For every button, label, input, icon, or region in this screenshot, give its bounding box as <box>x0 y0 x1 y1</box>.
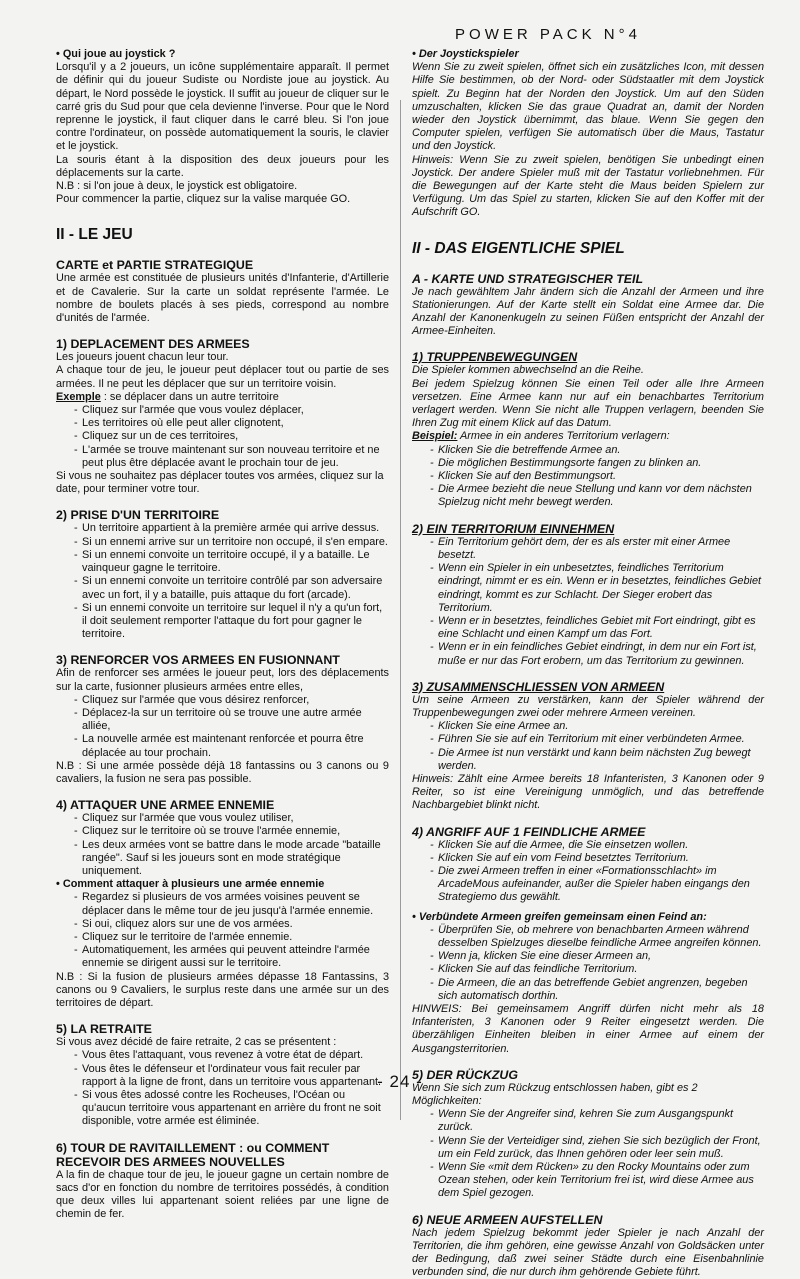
section-1-p3-fr: Si vous ne souhaitez pas déplacer toutes vos armées, cliquez sur la date, pour terminer votre tour. <box>56 470 384 496</box>
list-item: - Regardez si plusieurs de vos armées voisines peuvent se déplacer dans le même tour de jeu jusqu'à l'armée ennemie. <box>74 891 389 917</box>
section-6-p-de: Nach jedem Spielzug bekommt jeder Spieler je nach Anzahl der Territorien, die ihm gehören, eine gewisse Anzahl von Goldsäcken unter der Bedingung, daß zwei seiner Städte durch eine Eisenbahnlinie verbunden sind, die nur durch ihm gehörende Gebiete führt. <box>412 1226 764 1279</box>
joystick-paragraph-de: Wenn Sie zu zweit spielen, öffnet sich ein zusätzliches Icon, mit dessen Hilfe Sie bestimmen, ob der Nord- oder Südstaatler mit dem Joystick spielt. Zu Beginn hat der Norden den Joystick. Um auf den Süden umzuschalten, klicken Sie das graue Quadrat an, damit der Norden wieder den Joystick übernimmt, das blaue. Wenn Sie gegen den Computer spielen, verfügen Sie automatisch über die Maus, Tastatur und den Joystick. <box>412 61 764 153</box>
list-item: - Die zwei Armeen treffen in einer «Formationsschlacht» im ArcadeMous aufeinander, außer die Spieler haben eingangs den Strategiemo dus gewählt. <box>430 865 764 905</box>
section-6-p-fr: A la fin de chaque tour de jeu, le joueur gagne un certain nombre de sacs d'or en fonction du nombre de territoires possédés, à condition que deux villes lui appartenant soient reliées par une ligne de chemin de fer. <box>56 1168 389 1221</box>
section-2-list-fr <box>56 522 389 641</box>
section-4-note-fr: N.B : Si la fusion de plusieurs armées dépasse 18 Fantassins, 3 canons ou 9 Cavaliers, le surplus reste dans une armée sur un des territoires de départ. <box>56 970 389 1009</box>
section-1-p1-de: Die Spieler kommen abwechselnd an die Reihe. <box>412 364 644 377</box>
section-2-title-fr: 2) PRISE D'UN TERRITOIRE <box>56 508 220 523</box>
joystick-paragraph-fr: Lorsqu'il y a 2 joueurs, un icône supplémentaire apparaît. Il permet de définir qui du joueur Sudiste ou Nordiste joue au joystick. Au départ, le Nord possède le joystick. Il suffit au joueur de cliquer sur le carré gris du Sud pour que cela devienne l'inverse. Pour que le Nord reprenne le joystick, il faut cliquer dans le carré bleu. Si l'on joue contre l'ordinateur, on possède automatiquement la souris, le clavier et le joystick. <box>56 61 389 153</box>
joystick-start-fr: Pour commencer la partie, cliquez sur la valise marquée GO. <box>56 193 351 206</box>
list-item: - Wenn Sie «mit dem Rücken» zu den Rocky Mountains oder zum Ozean stehen, oder kein Territorium frei ist, wird diese Armee aus dem Spiel gezogen. <box>430 1161 764 1201</box>
section-5-list-de <box>412 1108 764 1200</box>
joystick-paragraph-de-2: Hinweis: Wenn Sie zu zweit spielen, benötigen Sie unbedingt einen Joystick. Der andere Spieler muß mit der Tastatur vorliebnehmen. Für die Bewegungen auf der Karte steht die Maus beiden Spielern zur Verfügung. Um das Spiel zu starten, klicken Sie auf den Koffer mit der Aufschrift GO. <box>412 153 764 219</box>
german-column <box>412 48 764 1279</box>
list-item: - Si un ennemi arrive sur un territoire non occupé, il s'en empare. <box>74 536 389 549</box>
carte-title-fr: CARTE et PARTIE STRATEGIQUE <box>56 258 254 273</box>
list-item: - Wenn ja, klicken Sie eine dieser Armeen an, <box>430 950 764 963</box>
list-item: - Wenn ein Spieler in ein unbesetztes, feindliches Territorium eindringt, nimmt er es ein. Wenn er in besetztes, feindliches Gebiet eindringt, kommt es zur Schlacht. Der Sieger erobert das Territorium. <box>430 562 764 615</box>
section-1-title-de: 1) TRUPPENBEWEGUNGEN <box>412 350 578 365</box>
section-3-list-de <box>412 720 764 773</box>
example-text-de: Armee in ein anderes Territorium verlagern: <box>457 430 670 443</box>
page-header: POWER PACK N°4 <box>455 26 641 43</box>
list-item: - Klicken Sie auf den Bestimmungsort. <box>430 470 764 483</box>
joystick-paragraph-fr-2: La souris étant à la disposition des deux joueurs pour les déplacements sur la carte. <box>56 153 389 179</box>
list-item: - Cliquez sur le territoire où se trouve l'armée ennemie, <box>74 825 389 838</box>
list-item: - Die möglichen Bestimmungsorte fangen zu blinken an. <box>430 457 764 470</box>
section-1-example-fr <box>56 391 389 404</box>
list-item: - Klicken Sie eine Armee an. <box>430 720 764 733</box>
example-label-de: Beispiel: <box>412 430 458 443</box>
section-1-list-fr <box>56 404 389 470</box>
column-divider <box>400 100 401 1120</box>
list-item: - Les territoires où elle peut aller clignotent, <box>74 417 389 430</box>
list-item: - La nouvelle armée est maintenant renforcée et pourra être déplacée au tour prochain. <box>74 733 389 759</box>
list-item: - Déplacez-la sur un territoire où se trouve une autre armée alliée, <box>74 707 389 733</box>
section-3-title-fr: 3) RENFORCER VOS ARMEES EN FUSIONNANT <box>56 653 340 668</box>
section-3-p1-fr: Afin de renforcer ses armées le joueur peut, lors des déplacements sur la carte, fusionner plusieurs armées entre elles, <box>56 667 389 693</box>
section-1-p1-fr: Les joueurs jouent chacun leur tour. <box>56 351 229 364</box>
section-4-title-fr: 4) ATTAQUER UNE ARMEE ENNEMIE <box>56 798 275 813</box>
section-3-title-de: 3) ZUSAMMENSCHLIESSEN VON ARMEEN <box>412 679 665 694</box>
list-item: - Cliquez sur un de ces territoires, <box>74 430 389 443</box>
section-title-de: II - DAS EIGENTLICHE SPIEL <box>412 239 625 257</box>
list-item: - Si un ennemi convoite un territoire contrôlé par son adversaire avec un fort, il y a bataille, puis attaque du fort (arcade). <box>74 575 389 601</box>
section-3-p2-de: Hinweis: Zählt eine Armee bereits 18 Infanteristen, 3 Kanonen oder 9 Reiter, so ist eine Vereinigung unmöglich, und das betreffende Nachbargebiet blinkt nicht. <box>412 772 764 812</box>
karte-paragraph-de: Je nach gewähltem Jahr ändern sich die Anzahl der Armeen und ihre Stationierungen. Auf der Karte stellt ein Soldat eine Armee dar. Die Anzahl der Kanonenkugeln zu seinen Füßen entspricht der Anzahl der Armee-Einheiten. <box>412 285 764 338</box>
list-item: - Cliquez sur l'armée que vous désirez renforcer, <box>74 694 389 707</box>
section-4-title-de: 4) ANGRIFF AUF 1 FEINDLICHE ARMEE <box>412 824 646 839</box>
list-item: - Wenn er in ein feindliches Gebiet eindringt, in dem nur ein Fort ist, muße er nur das Fort erobern, um das Territorium zu gewinnen. <box>430 641 764 667</box>
section-3-list-fr <box>56 694 389 760</box>
section-4-list2-de <box>412 924 764 1003</box>
list-item: - Ein Territorium gehört dem, der es als erster mit einer Armee besetzt. <box>430 536 764 562</box>
karte-title-de: A - KARTE UND STRATEGISCHER TEIL <box>412 271 644 286</box>
example-text-fr: : se déplacer dans un autre territoire <box>100 390 279 403</box>
section-3-p2-fr: N.B : Si une armée possède déjà 18 fantassins ou 3 canons ou 9 cavaliers, la fusion ne sera pas possible. <box>56 759 389 785</box>
example-label-fr: Exemple <box>56 390 101 403</box>
list-item: - Die Armee bezieht die neue Stellung und kann vor dem nächsten Spielzug nicht mehr bewegt werden. <box>430 483 764 509</box>
list-item: - Si un ennemi convoite un territoire sur lequel il n'y a qu'un fort, il doit seulement remporter l'attaque du fort pour gagner le territoire. <box>74 602 389 642</box>
page-number: - 24 - <box>377 1072 423 1091</box>
list-item: - Klicken Sie auf das feindliche Territorium. <box>430 963 764 976</box>
section-1-p2-fr: A chaque tour de jeu, le joueur peut déplacer tout ou partie de ses armées. Il ne peut les déplacer que sur un territoire voisin. <box>56 364 389 390</box>
carte-paragraph-fr: Une armée est constituée de plusieurs unités d'Infanterie, d'Artillerie et de Cavalerie. Sur la carte un soldat représente l'armée. Le nombre de boulets placés à ses pieds, correspond au nombre d'unités de l'armée. <box>56 272 389 325</box>
section-2-title-de: 2) EIN TERRITORIUM EINNEHMEN <box>412 521 615 536</box>
section-4-note-de: HINWEIS: Bei gemeinsamem Angriff dürfen nicht mehr als 18 Infanteristen, 3 Kanonen oder 9 Reiter eingesetzt werden. Die überzähligen Einheiten bleiben in einer Armee auf einem der Ausgangsterritorien. <box>412 1002 764 1055</box>
list-item: - Automatiquement, les armées qui peuvent atteindre l'armée ennemie se dirigent aussi sur le territoire. <box>74 944 389 970</box>
list-item: - Cliquez sur l'armée que vous voulez utiliser, <box>74 812 389 825</box>
joystick-heading-de: • Der Joystickspieler <box>412 48 519 60</box>
list-item: - Si oui, cliquez alors sur une de vos armées. <box>74 918 389 931</box>
joystick-note-fr: N.B : si l'on joue à deux, le joystick est obligatoire. <box>56 180 298 193</box>
list-item: - Cliquez sur le territoire de l'armée ennemie. <box>74 931 389 944</box>
list-item: - Les deux armées vont se battre dans le mode arcade "bataille rangée". Sauf si les joueurs sont en mode stratégique uniquement. <box>74 839 389 879</box>
list-item: - Vous êtes le défenseur et l'ordinateur vous fait reculer par rapport à la ligne de front, dans un territoire vous appartenant. <box>74 1063 389 1089</box>
section-4-sub-fr: • Comment attaquer à plusieurs une armée ennemie <box>56 878 325 891</box>
list-item: - Vous êtes l'attaquant, vous revenez à votre état de départ. <box>74 1049 389 1062</box>
section-5-p-de: Wenn Sie sich zum Rückzug entschlossen haben, gibt es 2 Möglichkeiten: <box>412 1081 698 1107</box>
list-item: - Un territoire appartient à la première armée qui arrive dessus. <box>74 522 389 535</box>
list-item: - L'armée se trouve maintenant sur son nouveau territoire et ne peut plus être déplacée avant le prochain tour de jeu. <box>74 444 389 470</box>
french-column <box>56 48 389 1221</box>
list-item: - Klicken Sie auf die Armee, die Sie einsetzen wollen. <box>430 839 764 852</box>
section-1-p2-de: Bei jedem Spielzug können Sie einen Teil oder alle Ihre Armeen versetzen. Eine Armee kann nur auf ein benachbartes Territorium verlagert werden. Wenn Sie nicht alle Truppen verlagern, beenden Sie Ihren Zug mit einem Klick auf das Datum. <box>412 377 764 430</box>
section-4-list-fr <box>56 812 389 878</box>
list-item: - Si un ennemi convoite un territoire occupé, il y a bataille. Le vainqueur gagne le territoire. <box>74 549 389 575</box>
section-6-title-fr: 6) TOUR DE RAVITAILLEMENT : ou COMMENT RECEVOIR DES ARMEES NOUVELLES <box>56 1140 330 1169</box>
section-4-list2-fr <box>56 891 389 970</box>
list-item: - Si vous êtes adossé contre les Rocheuses, l'Océan ou qu'aucun territoire vous appartenant en arrière du front ne soit disponible, votre armée est éliminée. <box>74 1089 389 1129</box>
section-4-list-de <box>412 839 764 905</box>
list-item: - Führen Sie sie auf ein Territorium mit einer verbündeten Armee. <box>430 733 764 746</box>
joystick-heading-fr: • Qui joue au joystick ? <box>56 48 176 60</box>
section-1-title-fr: 1) DEPLACEMENT DES ARMEES <box>56 337 250 352</box>
section-4-sub-de: • Verbündete Armeen greifen gemeinsam einen Feind an: <box>412 910 707 923</box>
section-6-title-de: 6) NEUE ARMEEN AUFSTELLEN <box>412 1212 603 1227</box>
list-item: - Überprüfen Sie, ob mehrere von benachbarten Armeen während desselben Spielzuges dieselbe feindliche Armee angreifen können. <box>430 924 764 950</box>
list-item: - Die Armee ist nun verstärkt und kann beim nächsten Zug bewegt werden. <box>430 747 764 773</box>
list-item: - Die Armeen, die an das betreffende Gebiet angrenzen, begeben sich automatisch dorthin. <box>430 977 764 1003</box>
section-3-p1-de: Um seine Armeen zu verstärken, kann der Spieler während der Truppenbewegungen zwei oder mehrere Armeen vereinen. <box>412 693 764 719</box>
list-item: - Klicken Sie auf ein vom Feind besetztes Territorium. <box>430 852 764 865</box>
list-item: - Wenn er in besetztes, feindliches Gebiet mit Fort eindringt, gibt es eine Schlacht und einen Kampf um das Fort. <box>430 615 764 641</box>
list-item: - Wenn Sie der Verteidiger sind, ziehen Sie sich bezüglich der Front, um ein Feld zurück, das Ihnen gehören oder leer sein muß. <box>430 1135 764 1161</box>
section-5-p-fr: Si vous avez décidé de faire retraite, 2 cas se présentent : <box>56 1036 337 1049</box>
section-5-title-de: 5) DER RÜCKZUG <box>412 1067 519 1082</box>
section-1-example-de <box>412 430 764 443</box>
section-title-fr: II - LE JEU <box>56 226 133 244</box>
section-1-list-de <box>412 444 764 510</box>
list-item: - Cliquez sur l'armée que vous voulez déplacer, <box>74 404 389 417</box>
section-2-list-de <box>412 536 764 668</box>
section-5-title-fr: 5) LA RETRAITE <box>56 1022 152 1037</box>
list-item: - Klicken Sie die betreffende Armee an. <box>430 444 764 457</box>
list-item: - Wenn Sie der Angreifer sind, kehren Sie zum Ausgangspunkt zurück. <box>430 1108 764 1134</box>
